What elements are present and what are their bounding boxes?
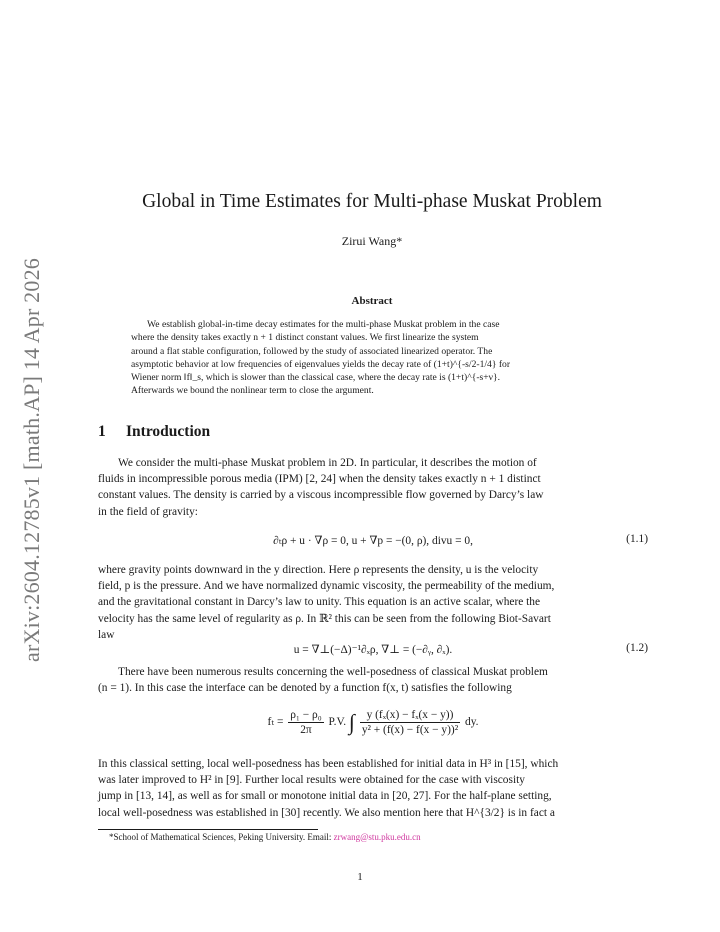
abstract-line: Wiener norm ‖f‖_s, which is slower than the classical case, where the decay rate is (1+t)^{-s+ν}. (131, 372, 500, 384)
text-line: local well-posedness was established in [30] recently. We also mention here that H^{3/2} is in fact a (98, 806, 555, 819)
equation-body: u = ∇⊥(−Δ)⁻¹∂ₓρ, ∇⊥ = (−∂ᵧ, ∂ₓ). (293, 644, 453, 656)
integral-sign: ∫ (348, 709, 355, 735)
section-number: 1 (98, 423, 106, 440)
text-line: jump in [13, 14], as well as for small or monotone initial data in [20, 27]. For the half-plane setting, (98, 790, 552, 803)
equation-tail: dy. (465, 716, 479, 729)
paragraph-wellposedness (98, 756, 648, 821)
fraction-numerator: ρ₁ − ρ₀ (290, 709, 322, 721)
text-line: (n = 1). In this case the interface can be denoted by a function f(x, t) satisfies the following (98, 682, 512, 695)
equation-body: ∂ₜρ + u · ∇ρ = 0, u + ∇p = −(0, ρ), divu = 0, (273, 535, 473, 547)
paper-title: Global in Time Estimates for Multi-phase Muskat Problem (142, 191, 602, 212)
equation-1-1 (98, 533, 648, 547)
page-number: 1 (357, 871, 363, 883)
arxiv-identifier: arXiv:2604.12785v1 [math.AP] 14 Apr 2026 (19, 258, 44, 662)
abstract-line: Afterwards we bound the nonlinear term to close the argument. (131, 385, 374, 397)
text-line: where gravity points downward in the y direction. Here ρ represents the density, u is the velocity (98, 564, 539, 576)
fraction-density (288, 708, 323, 737)
abstract-body (131, 318, 616, 398)
text-line: in the field of gravity: (98, 505, 198, 518)
fraction-kernel (360, 708, 460, 737)
equation-contour (98, 708, 648, 737)
principal-value: P.V. (328, 716, 347, 729)
text-line: In this classical setting, local well-posedness has been established for initial data in H³ in [15], which (98, 758, 559, 770)
text-line: We consider the multi-phase Muskat problem in 2D. In particular, it describes the motion of (118, 457, 537, 469)
paragraph-gravity (98, 562, 648, 643)
abstract-line: asymptotic behavior at low frequencies of eigenvalues yields the decay rate of (1+t)^{-s/2-1/4} for (131, 358, 511, 370)
author-name: Zirui Wang* (341, 234, 403, 248)
paragraph-classical (98, 664, 648, 696)
text-line: There have been numerous results concerning the well-posedness of classical Muskat problem (118, 666, 548, 678)
equation-tag: (1.2) (626, 642, 648, 654)
abstract-heading: Abstract (351, 295, 393, 307)
section-title: Introduction (126, 423, 211, 440)
paragraph-intro (98, 455, 648, 520)
fraction-numerator: y (fₓ(x) − fₓ(x − y)) (360, 708, 460, 723)
footnote (109, 832, 421, 842)
equation-tag: (1.1) (626, 533, 648, 545)
email-link[interactable]: zrwang@stu.pku.edu.cn (333, 832, 421, 842)
footnote-text: *School of Mathematical Sciences, Peking University. Email: (109, 832, 334, 842)
text-line: constant values. The density is carried by a viscous incompressible flow governed by Darcy’s law (98, 489, 544, 502)
text-line: law (98, 628, 115, 641)
section-heading (98, 423, 210, 441)
text-line: fluids in incompressible porous media (IPM) [2, 24] when the density takes exactly n + 1 distinct (98, 473, 541, 486)
arxiv-sidebar (12, 250, 52, 670)
text-line: field, p is the pressure. And we have normalized dynamic viscosity, the permeability of the medium, (98, 580, 555, 593)
equation-1-2 (98, 642, 648, 656)
text-line: velocity has the same level of regularity as ρ. In ℝ² this can be seen from the following Biot-Savart (98, 612, 551, 625)
abstract-line: where the density takes exactly n + 1 distinct constant values. We first linearize the system (131, 332, 479, 344)
fraction-denominator: y² + (f(x) − f(x − y))² (361, 724, 459, 736)
footnote-rule (98, 829, 318, 830)
abstract-line: We establish global-in-time decay estimates for the multi-phase Muskat problem in the case (147, 319, 500, 330)
abstract-line: around a flat stable configuration, followed by the study of associated linearized operator. The (131, 345, 493, 357)
text-line: was later improved to H² in [9]. Further local results were obtained for the case with viscosity (98, 774, 525, 787)
equation-lhs: fₜ = (267, 716, 284, 729)
text-line: and the gravitational constant in Darcy’s law to unity. This equation is an active scalar, where the (98, 596, 541, 609)
fraction-denominator: 2π (300, 724, 312, 736)
